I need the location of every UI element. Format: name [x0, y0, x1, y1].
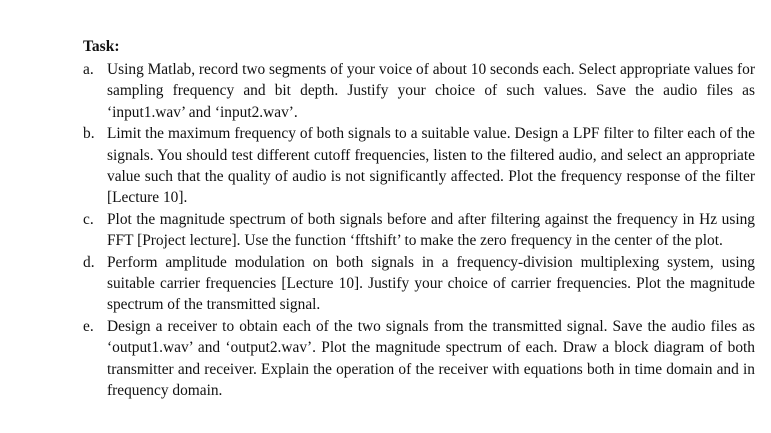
task-item-marker: d. — [83, 253, 95, 271]
task-item-marker: e. — [83, 317, 94, 335]
task-item-c — [83, 209, 755, 252]
task-item-e — [83, 316, 755, 402]
task-item-b — [83, 123, 755, 209]
task-heading: Task: — [83, 38, 120, 55]
task-item-text: Design a receiver to obtain each of the two signals from the transmitted signal. Save the audio files as ‘output1.wav’ and ‘output2.wav’. Plot the magnitude spectrum of each. Draw a block diagram of both transmitter and receiver. Explain the operation of the receiver with equations both in time domain and in frequency domain. — [107, 317, 755, 400]
task-item-marker: a. — [83, 61, 94, 78]
task-item-text: Limit the maximum frequency of both signals to a suitable value. Design a LPF filter to filter each of the signals. You should test different cutoff frequencies, listen to the filtered audio, and select an appropriate value such that the quality of audio is not significantly affected. Plot the frequency response of the filter [Lecture 10]. — [107, 125, 755, 207]
task-item-marker: b. — [83, 125, 95, 143]
task-item-text: Using Matlab, record two segments of your voice of about 10 seconds each. Select appropriate values for sampling frequency and bit depth. Justify your choice of such values. Save the audio files as ‘input1.wav’ and ‘input2.wav’. — [107, 61, 755, 121]
task-item-a — [83, 59, 755, 123]
task-item-text: Plot the magnitude spectrum of both signals before and after filtering against the frequency in Hz using FFT [Project lecture]. Use the function ‘fftshift’ to make the zero frequency in the center of the plot. — [107, 210, 755, 250]
task-list — [83, 59, 755, 402]
task-item-marker: c. — [83, 210, 94, 228]
task-item-text: Perform amplitude modulation on both signals in a frequency-division multiplexing system, using suitable carrier frequencies [Lecture 10]. Justify your choice of carrier frequencies. Plot the magnitude spectrum of the transmitted signal. — [107, 253, 755, 314]
task-document — [83, 36, 755, 402]
task-item-d — [83, 252, 755, 316]
